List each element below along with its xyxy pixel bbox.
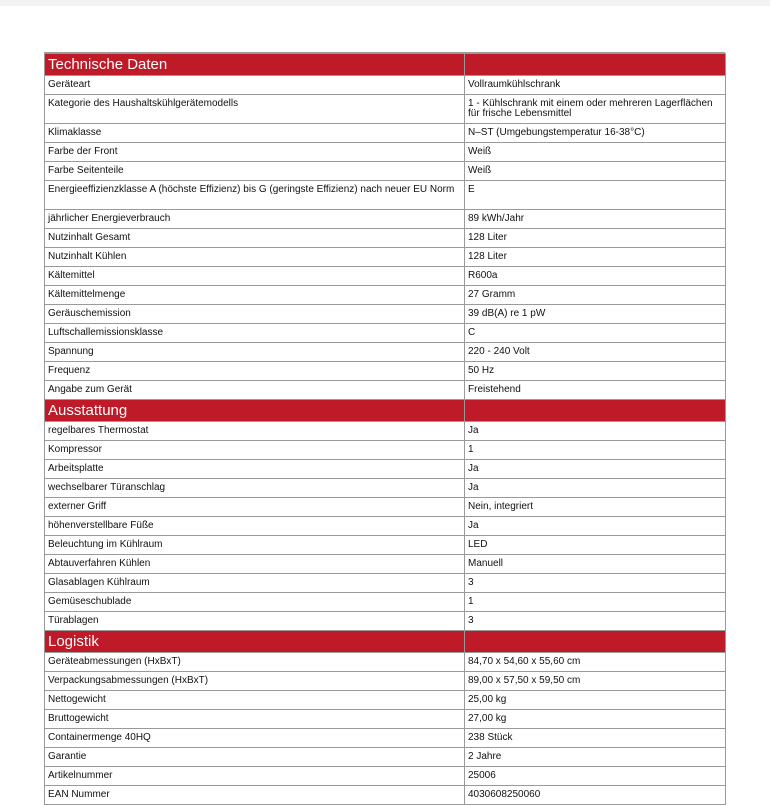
spec-label: externer Griff <box>45 498 465 517</box>
spec-row <box>45 767 726 786</box>
spec-label: Frequenz <box>45 362 465 381</box>
spec-label: Geräuschemission <box>45 305 465 324</box>
spec-row <box>45 229 726 248</box>
spec-row <box>45 343 726 362</box>
spec-label: Luftschallemissionsklasse <box>45 324 465 343</box>
spec-row <box>45 362 726 381</box>
spec-value: 1 <box>465 441 726 460</box>
spec-value: C <box>465 324 726 343</box>
spec-label: Klimaklasse <box>45 124 465 143</box>
spec-value: 220 - 240 Volt <box>465 343 726 362</box>
spec-value: 27 Gramm <box>465 286 726 305</box>
spec-value: 25,00 kg <box>465 691 726 710</box>
spec-row <box>45 653 726 672</box>
spec-label: Spannung <box>45 343 465 362</box>
spec-value: Vollraumkühlschrank <box>465 76 726 95</box>
section-title: Ausstattung <box>45 400 465 422</box>
spec-value: Ja <box>465 460 726 479</box>
spec-row <box>45 593 726 612</box>
section-header-empty-cell <box>465 631 726 653</box>
spec-value: Freistehend <box>465 381 726 400</box>
spec-row <box>45 381 726 400</box>
spec-row <box>45 612 726 631</box>
spec-row <box>45 248 726 267</box>
spec-label: jährlicher Energieverbrauch <box>45 210 465 229</box>
spec-row <box>45 498 726 517</box>
spec-label: wechselbarer Türanschlag <box>45 479 465 498</box>
spec-value: 39 dB(A) re 1 pW <box>465 305 726 324</box>
spec-label: Farbe Seitenteile <box>45 162 465 181</box>
spec-label: Geräteabmessungen (HxBxT) <box>45 653 465 672</box>
spec-row <box>45 305 726 324</box>
section-header <box>45 54 726 76</box>
spec-label: Nutzinhalt Gesamt <box>45 229 465 248</box>
spec-label: Gerätеart <box>45 76 465 95</box>
spec-row <box>45 286 726 305</box>
section-title: Logistik <box>45 631 465 653</box>
spec-value: 27,00 kg <box>465 710 726 729</box>
section-header-empty-cell <box>465 400 726 422</box>
spec-value: 128 Liter <box>465 248 726 267</box>
spec-value: Ja <box>465 479 726 498</box>
spec-label: regelbares Thermostat <box>45 422 465 441</box>
spec-label: Beleuchtung im Kühlraum <box>45 536 465 555</box>
spec-label: Türablagen <box>45 612 465 631</box>
spec-row <box>45 441 726 460</box>
spec-label: Gemüseschublade <box>45 593 465 612</box>
section-title: Technische Daten <box>45 54 465 76</box>
spec-table <box>44 53 726 805</box>
spec-value: 1 - Kühlschrank mit einem oder mehreren Lagerflächen für frische Lebensmittel <box>465 95 726 124</box>
spec-label: Arbeitsplatte <box>45 460 465 479</box>
spec-value: 89,00 x 57,50 x 59,50 cm <box>465 672 726 691</box>
spec-label: Angabe zum Gerät <box>45 381 465 400</box>
spec-label: Farbe der Front <box>45 143 465 162</box>
section-header <box>45 400 726 422</box>
spec-row <box>45 517 726 536</box>
spec-row <box>45 710 726 729</box>
spec-label: höhenverstellbare Füße <box>45 517 465 536</box>
spec-value: 3 <box>465 612 726 631</box>
spec-label: Nutzinhalt Kühlen <box>45 248 465 267</box>
spec-row <box>45 95 726 124</box>
spec-row <box>45 76 726 95</box>
spec-value: 84,70 x 54,60 x 55,60 cm <box>465 653 726 672</box>
spec-row <box>45 555 726 574</box>
spec-row <box>45 729 726 748</box>
spec-value: R600a <box>465 267 726 286</box>
spec-row <box>45 691 726 710</box>
spec-value: E <box>465 181 726 210</box>
spec-value: Weiß <box>465 143 726 162</box>
spec-label: Energieeffizienzklasse A (höchste Effizienz) bis G (geringste Effizienz) nach neuer EU Norm <box>45 181 465 210</box>
spec-value: LED <box>465 536 726 555</box>
spec-row <box>45 422 726 441</box>
spec-label: Kategorie des Haushaltskühlgerätemodells <box>45 95 465 124</box>
spec-label: Verpackungsabmessungen (HxBxT) <box>45 672 465 691</box>
spec-label: Glasablagen Kühlraum <box>45 574 465 593</box>
spec-row <box>45 162 726 181</box>
viewer-top-bar <box>0 0 770 6</box>
spec-row <box>45 574 726 593</box>
spec-row <box>45 460 726 479</box>
spec-value: Manuell <box>465 555 726 574</box>
spec-value: Nein, integriert <box>465 498 726 517</box>
spec-value: 50 Hz <box>465 362 726 381</box>
section-header <box>45 631 726 653</box>
spec-value: 2 Jahre <box>465 748 726 767</box>
spec-value: 128 Liter <box>465 229 726 248</box>
spec-label: Abtauverfahren Kühlen <box>45 555 465 574</box>
spec-value: Weiß <box>465 162 726 181</box>
spec-label: Garantie <box>45 748 465 767</box>
spec-value: 4030608250060 <box>465 786 726 805</box>
spec-label: Containermenge 40HQ <box>45 729 465 748</box>
spec-label: Kompressor <box>45 441 465 460</box>
spec-row <box>45 143 726 162</box>
spec-label: Kältemittel <box>45 267 465 286</box>
spec-value: Ja <box>465 422 726 441</box>
spec-value: 25006 <box>465 767 726 786</box>
spec-row <box>45 124 726 143</box>
spec-value: 238 Stück <box>465 729 726 748</box>
spec-value: 1 <box>465 593 726 612</box>
spec-label: Artikelnummer <box>45 767 465 786</box>
spec-value: 89 kWh/Jahr <box>465 210 726 229</box>
spec-row <box>45 748 726 767</box>
spec-row <box>45 324 726 343</box>
section-header-empty-cell <box>465 54 726 76</box>
spec-row <box>45 479 726 498</box>
spec-label: Kältemittelmenge <box>45 286 465 305</box>
spec-value: 3 <box>465 574 726 593</box>
spec-label: EAN Nummer <box>45 786 465 805</box>
spec-row <box>45 181 726 210</box>
spec-label: Bruttogewicht <box>45 710 465 729</box>
spec-sheet <box>44 52 725 805</box>
spec-row <box>45 786 726 805</box>
spec-label: Nettogewicht <box>45 691 465 710</box>
spec-row <box>45 536 726 555</box>
spec-value: Ja <box>465 517 726 536</box>
spec-value: N–ST (Umgebungstemperatur 16-38°C) <box>465 124 726 143</box>
spec-row <box>45 672 726 691</box>
spec-row <box>45 210 726 229</box>
spec-row <box>45 267 726 286</box>
